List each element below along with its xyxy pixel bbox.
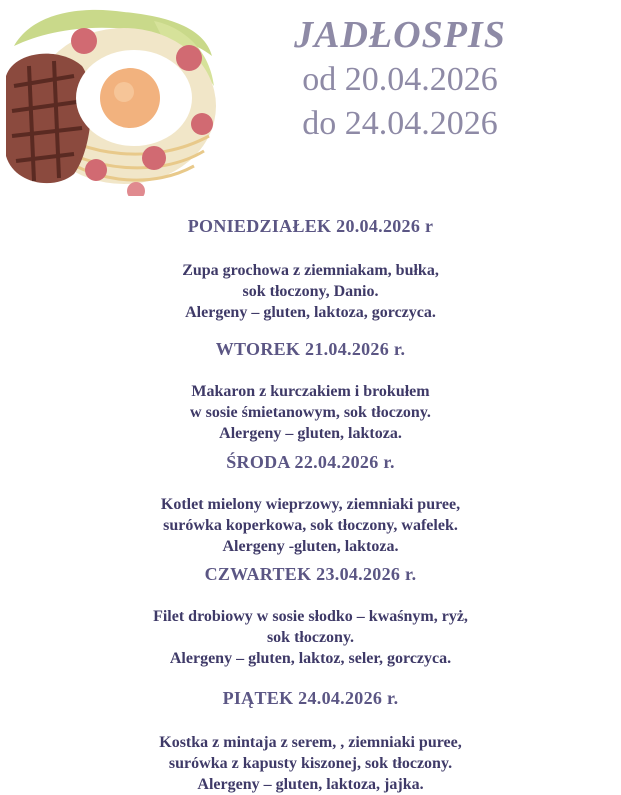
date-to: do 24.04.2026	[302, 105, 498, 142]
day-wednesday	[0, 450, 621, 557]
sausage-slice-icon	[176, 45, 202, 71]
allergens-line: Alergeny – gluten, laktoza, jajka.	[197, 776, 424, 793]
sausage-slice-icon	[71, 28, 97, 54]
dish-line: surówka koperkowa, sok tłoczony, wafelek.	[163, 517, 458, 534]
dish-line: sok tłoczony.	[266, 629, 355, 646]
dish-line: Filet drobiowy w sosie słodko – kwaśnym, ryż,	[153, 608, 468, 625]
sausage-slice-icon	[142, 146, 166, 170]
dish-line: Kostka z mintaja z serem, , ziemniaki puree,	[159, 734, 462, 751]
day-heading: PONIEDZIAŁEK 20.04.2026 r	[187, 216, 434, 236]
dish-line: w sosie śmietanowym, sok tłoczony.	[190, 404, 431, 421]
day-friday	[0, 686, 621, 795]
allergens-line: Alergeny – gluten, laktoza.	[219, 425, 402, 442]
dish-line: surówka z kapusty kiszonej, sok tłoczony.	[168, 755, 453, 772]
sausage-slice-icon	[127, 182, 145, 196]
day-monday	[0, 214, 621, 323]
day-heading: CZWARTEK 23.04.2026 r.	[204, 564, 417, 584]
day-heading: ŚRODA 22.04.2026 r.	[226, 452, 395, 472]
dish-line: Kotlet mielony wieprzowy, ziemniaki puree,	[160, 496, 461, 513]
menu-title: JADŁOSPIS	[294, 14, 506, 56]
dish-line: Makaron z kurczakiem i brokułem	[191, 383, 430, 400]
dish-line: Zupa grochowa z ziemniakam, bułka,	[182, 262, 439, 279]
grilled-meat-icon	[6, 54, 91, 184]
day-heading: WTOREK 21.04.2026 r.	[215, 339, 406, 359]
day-tuesday	[0, 337, 621, 444]
allergens-line: Alergeny – gluten, laktoz, seler, gorczyca.	[169, 650, 452, 667]
allergens-line: Alergeny – gluten, laktoza, gorczyca.	[185, 304, 436, 321]
day-thursday	[0, 562, 621, 669]
dish-line: sok tłoczony, Danio.	[242, 283, 379, 300]
menu-header	[240, 12, 560, 146]
sausage-slice-icon	[85, 159, 107, 181]
allergens-line: Alergeny -gluten, laktoza.	[222, 538, 399, 555]
date-from: od 20.04.2026	[302, 61, 498, 98]
sausage-slice-icon	[191, 113, 213, 135]
day-heading: PIĄTEK 24.04.2026 r.	[222, 688, 399, 708]
food-illustration	[4, 6, 216, 196]
